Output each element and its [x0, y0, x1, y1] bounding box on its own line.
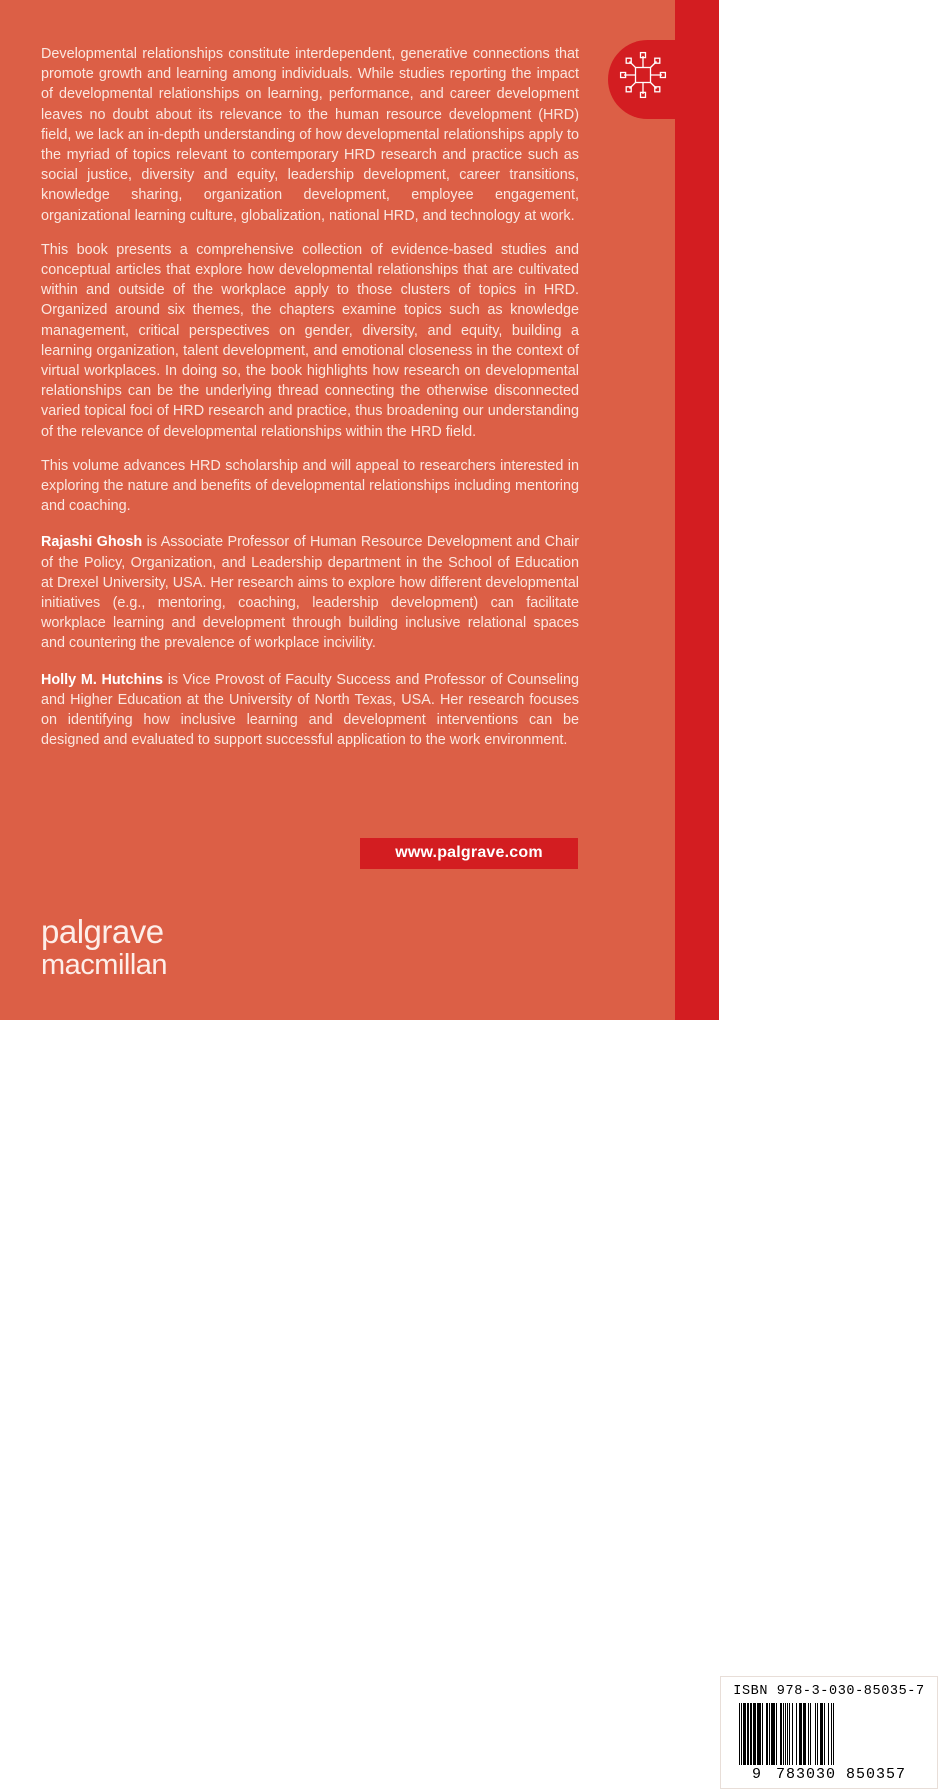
blurb-paragraph-1: Developmental relationships constitute interdependent, generative connections that promote growth and learning among individuals. While studies reporting the impact of developmental relationships on learning, performance, and career development leaves no doubt about its relevance to the human resource development (HRD) field, we lack an in-depth understanding of how developmental relationships apply to the myriad of topics relevant to contemporary HRD research and practice such as social justice, diversity and equity, leadership development, career transitions, knowledge sharing, organization development, employee engagement, organizational learning culture, globalization, national HRD, and technology at work.: [41, 46, 579, 224]
author-bio-1: [41, 532, 579, 653]
author-bio-2: [41, 670, 579, 751]
barcode-digits-left: 783030: [775, 1766, 836, 1783]
author-name-1: Rajashi Ghosh: [41, 534, 143, 551]
publisher-name-palgrave: palgrave: [41, 913, 164, 950]
spine-strip: [675, 0, 719, 1020]
publisher-name-macmillan: macmillan: [41, 949, 168, 981]
isbn-text: ISBN 978-3-030-85035-7: [733, 1684, 925, 1699]
barcode-digits-right: 850357: [846, 1766, 907, 1783]
back-cover-blurb: [41, 44, 579, 751]
author-bio-text-2: is Vice Provost of Faculty Success and Professor of Counseling and Higher Education at the University of North Texas, USA. Her research focuses on identifying how inclusive learning and development interventions can be designed and evaluated to support successful application to the work environment.: [41, 671, 579, 749]
isbn-barcode-block: [720, 1676, 938, 1789]
barcode-digit-lead: 9: [751, 1766, 762, 1783]
palgrave-star-mark-icon: [617, 49, 669, 101]
publisher-wordmark: [41, 915, 167, 980]
author-name-2: Holly M. Hutchins: [41, 671, 164, 688]
palgrave-logo-badge: [608, 40, 678, 119]
palgrave-url-bar[interactable]: www.palgrave.com: [360, 838, 578, 869]
author-bio-text-1: is Associate Professor of Human Resource Development and Chair of the Policy, Organization, and Leadership department in the School of Education at Drexel University, USA. Her research aims to explore how different developmental initiatives (e.g., mentoring, coaching, leadership development) can facilitate workplace learning and development through building inclusive relational spaces and countering the prevalence of workplace incivility.: [41, 534, 579, 652]
ean13-barcode: [739, 1703, 919, 1765]
barcode-digits: [721, 1765, 937, 1788]
barcode-region: [360, 838, 925, 1783]
blurb-paragraph-3: This volume advances HRD scholarship and will appeal to researchers interested in exploring the nature and benefits of developmental relationships including mentoring and coaching.: [41, 457, 579, 515]
blurb-paragraph-2: This book presents a comprehensive collection of evidence-based studies and conceptual articles that explore how developmental relationships that are cultivated within and outside of the workplace apply to those clusters of topics in HRD. Organized around six themes, the chapters examine topics such as knowledge management, critical perspectives on gender, diversity, and equity, building a learning organization, talent development, and emotional closeness in the context of virtual workplaces. In doing so, the book highlights how research on developmental relationships can be the underlying thread connecting the otherwise disconnected varied topical foci of HRD research and practice, thus broadening our understanding of the relevance of developmental relationships within the HRD field.: [41, 241, 579, 440]
